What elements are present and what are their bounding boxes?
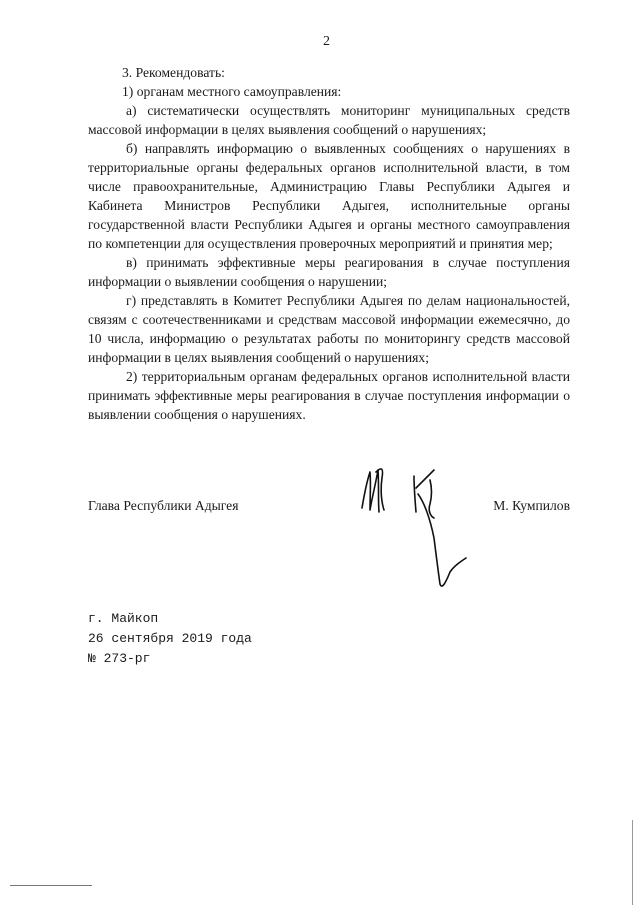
paragraph-item-v: в) принимать эффективные меры реагирования в случае поступления информации о выявлении сообщения о нарушении; bbox=[88, 255, 570, 289]
signer-name: М. Кумпилов bbox=[493, 498, 570, 513]
footer-number: № 273-рг bbox=[88, 651, 151, 666]
paragraph-federal-bodies: 2) территориальным органам федеральных органов исполнительной власти принимать эффективные меры реагирования в случае поступления информации о выявлении сообщения о нарушениях. bbox=[88, 369, 570, 422]
paragraph-recommend: 3. Рекомендовать: bbox=[122, 65, 225, 80]
document-footer bbox=[88, 609, 252, 669]
paragraph-item-g: г) представлять в Комитет Республики Адыгея по делам национальностей, связям с соотечественниками и средствам массовой информации ежемесячно, до 10 числа, информацию о результатах работы по мониторингу средств массовой информации в целях выявления сообщений о нарушениях; bbox=[88, 293, 570, 365]
document-body bbox=[88, 63, 570, 424]
signer-position: Глава Республики Адыгея bbox=[88, 498, 239, 513]
scan-artifact-edge bbox=[632, 820, 633, 905]
page-number: 2 bbox=[323, 34, 330, 49]
handwritten-signature bbox=[358, 458, 478, 598]
paragraph-item-b: б) направлять информацию о выявленных сообщениях о нарушениях в территориальные органы федеральных органов исполнительной власти, в том числе правоохранительные, Администрацию Главы Республики Адыгея и Кабинета Министров Республики Адыгея, исполнительные органы государственной власти Республики Адыгея и органы местного самоуправления по компетенции для осуществления проверочных мероприятий и принятия мер; bbox=[88, 141, 570, 251]
signature-block bbox=[88, 498, 570, 520]
paragraph-local-government: 1) органам местного самоуправления: bbox=[122, 84, 342, 99]
scan-artifact-line bbox=[10, 885, 92, 886]
footer-city: г. Майкоп bbox=[88, 611, 159, 626]
paragraph-item-a: а) систематически осуществлять мониторинг муниципальных средств массовой информации в целях выявления сообщений о нарушениях; bbox=[88, 103, 570, 137]
footer-date: 26 сентября 2019 года bbox=[88, 631, 252, 646]
